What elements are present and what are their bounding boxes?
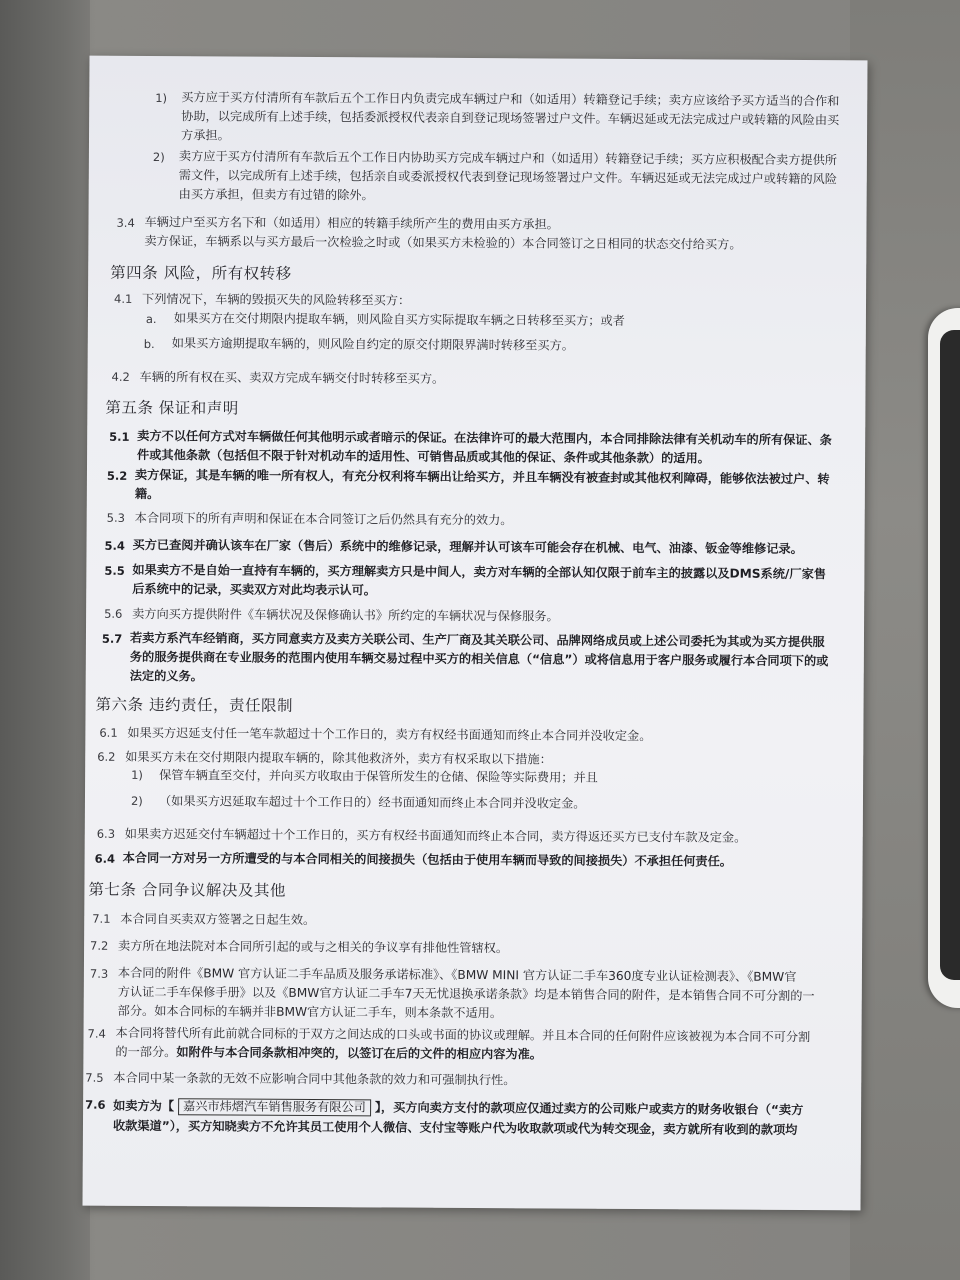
item-number: 1)	[155, 91, 168, 106]
clause-4-2: 车辆的所有权在买、卖双方完成车辆交付时转移至买方。	[139, 369, 445, 386]
clause-number-4-2: 4.2	[111, 369, 130, 384]
desk-background-left	[0, 0, 90, 1280]
clause-7-3: 本合同的附件《BMW 官方认证二手车品质及服务承诺标准》、《BMW MINI 官方认证二手车360度专业认证检测表》、《BMW官 方认证二手车保修手册》以及《BMW官方认证二手车7天无忧退换承诺条款》均是本销售合同的附件，是本销售合同不可分割的一 部分。如本合同标的车辆并非BMW官方认证二手车，则本条款不适用。	[117, 965, 815, 1021]
clause-5-4: 买方已查阅并确认该车在厂家（售后）系统中的维修记录，理解并认可该车可能会存在机械、电气、油漆、钣金等维修记录。	[132, 537, 803, 557]
heading-article-7: 第七条 合同争议解决及其他	[88, 880, 286, 900]
clause-7-5: 本合同中某一条款的无效不应影响合同中其他条款的效力和可强制执行性。	[113, 1070, 516, 1088]
clause-7-1: 本合同自买卖双方签署之日起生效。	[120, 911, 316, 928]
clause-6-4: 本合同一方对另一方所遭受的与本合同相关的间接损失（包括由于使用车辆而导致的间接损失）不承担任何责任。	[122, 850, 733, 869]
clause-7-2: 卖方所在地法院对本合同所引起的或与之相关的争议享有排他性管辖权。	[118, 938, 509, 956]
clause-number-5-3: 5.3	[106, 510, 126, 525]
item-number: 2)	[152, 150, 165, 165]
heading-article-6: 第六条 违约责任，责任限制	[95, 695, 294, 715]
clause-number-6-3: 6.3	[96, 826, 116, 841]
paragraph-1: 买方应于买方付清所有车款后五个工作日内负责完成车辆过户和（如适用）转籍登记手续；卖方应该给予买方适当的合作和 协助，以完成所有上述手续，包括委派授权代表亲自到登记现场签署过户文件。车辆迟延或无法完成过户或转籍的风险由买 方承担。	[180, 90, 840, 143]
clause-5-2: 卖方保证，其是车辆的唯一所有权人，有充分权利将车辆出让给买方，并且车辆没有被查封或其他权利障碍，能够依法被过户、转 籍。	[134, 467, 830, 502]
clause-number-5-5: 5.5	[104, 563, 125, 578]
clause-5-5: 如果卖方不是自始一直持有车辆的，买方理解卖方只是中间人，卖方对车辆的全部认知仅限于前车主的披露以及DMS系统/厂家售 后系统中的记录，买卖双方对此均表示认可。	[132, 562, 827, 598]
item-number: 2)	[130, 793, 143, 808]
clause-4-1-b: 如果买方逾期提取车辆的，则风险自约定的原交付期限界满时转移至买方。	[171, 336, 574, 353]
device-screen-edge	[940, 330, 960, 980]
clause-7-4: 本合同将替代所有此前就合同标的于双方之间达成的口头或书面的协议或理解。并且本合同的任何附件应该被视为本合同不可分割 的一部分。如附件与本合同条款相冲突的，以签订在后的文件的相应内容为准。	[115, 1025, 811, 1062]
clause-6-2-1: 保管车辆直至交付，并向买方收取由于保管所发生的仓储、保险等实际费用；并且	[159, 768, 598, 785]
clause-6-2: 如果买方未在交付期限内提取车辆的，除其他救济外，卖方有权采取以下措施：	[125, 749, 552, 767]
company-name-box: 嘉兴市炜熠汽车销售服务有限公司	[178, 1098, 371, 1116]
clause-4-1: 下列情况下，车辆的毁损灭失的风险转移至买方：	[141, 291, 411, 308]
clause-number-3-4: 3.4	[116, 215, 135, 230]
clause-number-6-2: 6.2	[97, 749, 116, 764]
clause-number-5-2: 5.2	[106, 468, 128, 483]
clause-number-7-2: 7.2	[90, 938, 109, 953]
clause-number-5-7: 5.7	[101, 631, 123, 646]
heading-article-5: 第五条 保证和声明	[105, 398, 239, 418]
contract-page	[82, 56, 867, 1211]
item-letter-b: b.	[143, 336, 155, 352]
clause-6-2-2: （如果买方迟延取车超过十个工作日的）经书面通知而终止本合同并没收定金。	[158, 794, 586, 811]
clause-number-5-6: 5.6	[104, 606, 123, 621]
clause-number-6-1: 6.1	[99, 725, 118, 740]
clause-5-1: 卖方不以任何方式对车辆做任何其他明示或者暗示的保证。在法律许可的最大范围内，本合同排除法律有关机动车的所有保证、条 件或其他条款（包括但不限于针对机动车的适用性、可销售品质或其他的保证、条件或其他条款）的适用。	[137, 428, 832, 466]
clause-number-4-1: 4.1	[113, 291, 133, 306]
clause-5-7: 若卖方系汽车经销商，买方同意卖方及卖方关联公司、生产厂商及其关联公司、品牌网络成员或上述公司委托为其或为买方提供服 务的服务提供商在专业服务的范围内使用车辆交易过程中买方的相关信息（“信息”）或将信息用于客户服务或履行本合同项下的或 法定的义务。	[129, 630, 829, 684]
clause-7-6: 如卖方为【 嘉兴市炜熠汽车销售服务有限公司 】，买方向卖方支付的款项应仅通过卖方的公司账户或卖方的财务收银台（“卖方 收款渠道”），买方知晓卖方不允许其员工使用个人微信、支付宝等账户代为收取款项或代为转交现金，卖方就所有收到的款项均	[112, 1098, 804, 1137]
clause-number-5-1: 5.1	[109, 429, 130, 444]
clause-5-6: 卖方向买方提供附件《车辆状况及保修确认书》所约定的车辆状况与保修服务。	[132, 606, 559, 624]
clause-number-7-5: 7.5	[85, 1070, 104, 1085]
item-letter-a: a.	[145, 311, 157, 327]
clause-4-1-a: 如果买方在交付期限内提取车辆，则风险自买方实际提取车辆之日转移至买方；或者	[173, 311, 625, 328]
clause-3-4: 车辆过户至买方名下和（如适用）相应的转籍手续所产生的费用由买方承担。 卖方保证，车辆系以与买方最后一次检验之时或（如果买方未检验的）本合同签订之日相同的状态交付给买方。	[144, 214, 742, 252]
clause-6-1: 如果买方迟延支付任一笔车款超过十个工作日的，卖方有权经书面通知而终止本合同并没收定金。	[127, 725, 652, 744]
clause-number-7-4: 7.4	[87, 1026, 106, 1041]
clause-6-3: 如果卖方迟延交付车辆超过十个工作日的，买方有权经书面通知而终止本合同，卖方得返还买方已支付车款及定金。	[124, 826, 747, 845]
clause-number-7-3: 7.3	[89, 966, 109, 981]
clause-number-5-4: 5.4	[104, 538, 125, 553]
clause-number-6-4: 6.4	[94, 851, 116, 866]
item-number: 1)	[131, 767, 143, 782]
clause-number-7-6: 7.6	[85, 1097, 106, 1112]
clause-5-3: 本合同项下的所有声明和保证在本合同签订之后仍然具有充分的效力。	[134, 510, 513, 528]
paragraph-2: 卖方应于买方付清所有车款后五个工作日内协助买方完成车辆过户和（如适用）转籍登记手续；买方应积极配合卖方提供所 需文件，以完成所有上述手续，包括亲自或委派授权代表到登记现场签署过户文件。车辆迟延或无法完成过户或转籍的风险 由买方承担，但卖方有过错的除外。	[178, 149, 838, 203]
heading-article-4: 第四条 风险，所有权转移	[110, 263, 292, 283]
clause-number-7-1: 7.1	[92, 911, 111, 926]
